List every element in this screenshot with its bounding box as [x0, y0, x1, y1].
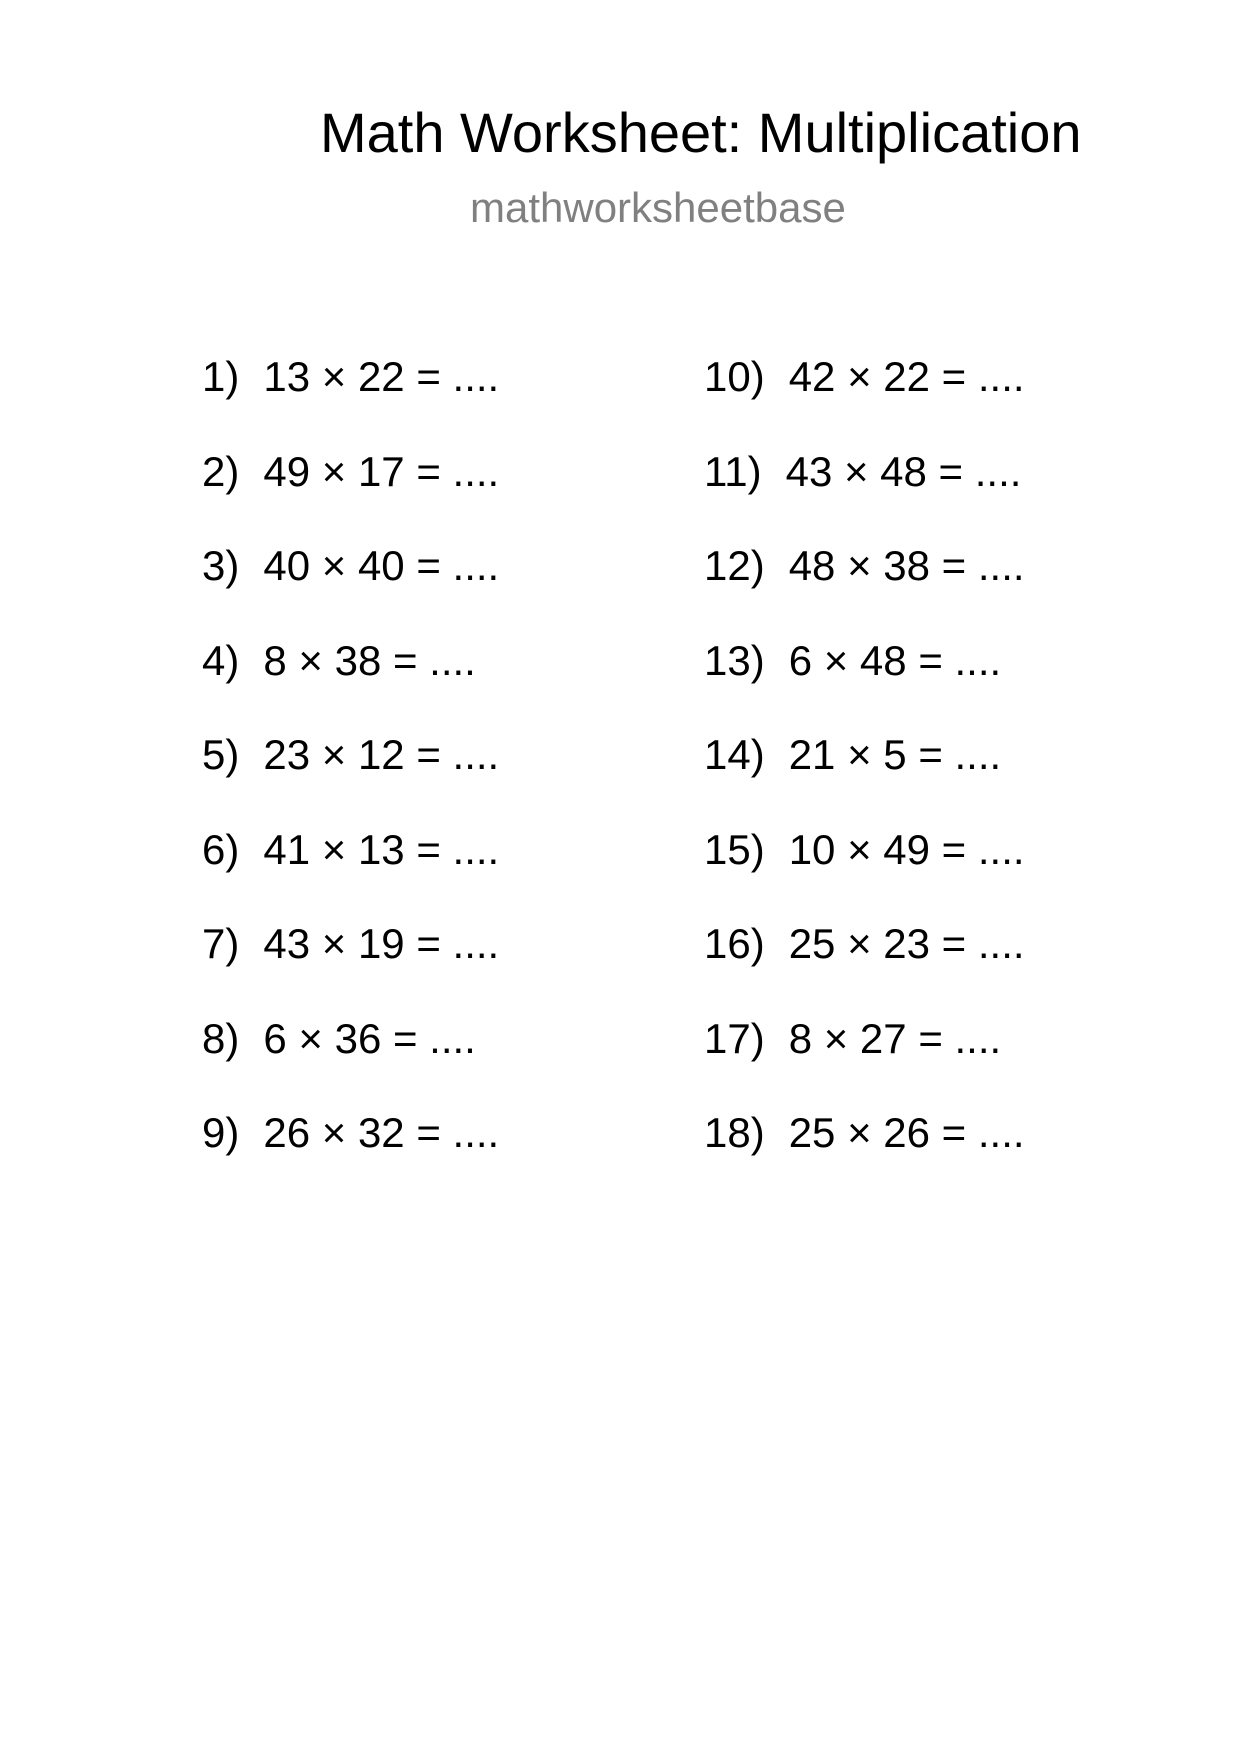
- problem-number: 6): [202, 825, 240, 873]
- problem-item: [704, 917, 1025, 1012]
- problem-number: 11): [704, 447, 762, 495]
- problem-expression: 21 × 5 = ....: [788, 731, 1002, 778]
- problem-item: [202, 823, 499, 918]
- problem-item: [704, 350, 1025, 445]
- problem-number: 7): [202, 920, 240, 967]
- problem-number: 4): [202, 636, 240, 684]
- problem-expression: 41 × 13 = ....: [263, 825, 500, 873]
- problem-number: 8): [202, 1014, 240, 1062]
- problem-expression: 48 × 38 = ....: [788, 542, 1025, 589]
- problem-expression: 49 × 17 = ....: [263, 447, 500, 495]
- problem-number: 13): [704, 636, 765, 684]
- problem-expression: 6 × 36 = ....: [263, 1014, 476, 1062]
- problem-number: 2): [202, 447, 240, 495]
- problem-number: 14): [704, 731, 765, 778]
- problem-item: [704, 1012, 1025, 1107]
- problem-column-left: [202, 350, 499, 1201]
- problem-item: [704, 445, 1025, 540]
- problem-expression: 26 × 32 = ....: [263, 1109, 500, 1156]
- problem-item: [704, 823, 1025, 918]
- problem-item: [202, 1012, 499, 1107]
- problem-expression: 23 × 12 = ....: [263, 731, 500, 778]
- problem-number: 3): [202, 542, 240, 589]
- problem-item: [202, 350, 499, 445]
- problem-number: 12): [704, 542, 765, 589]
- problem-item: [202, 728, 499, 823]
- problem-expression: 40 × 40 = ....: [263, 542, 500, 589]
- problem-item: [704, 634, 1025, 729]
- problem-item: [202, 634, 499, 729]
- problem-expression: 25 × 26 = ....: [788, 1109, 1025, 1156]
- problem-expression: 42 × 22 = ....: [788, 353, 1025, 400]
- problem-expression: 6 × 48 = ....: [788, 636, 1002, 684]
- problem-item: [704, 728, 1025, 823]
- problem-number: 16): [704, 920, 765, 967]
- worksheet-source: mathworksheetbase: [470, 184, 846, 231]
- problem-expression: 43 × 48 = ....: [785, 447, 1022, 495]
- problem-item: [704, 539, 1025, 634]
- worksheet-title: Math Worksheet: Multiplication: [320, 101, 1082, 164]
- problem-expression: 10 × 49 = ....: [788, 825, 1025, 873]
- problem-number: 9): [202, 1109, 240, 1156]
- problem-column-right: [704, 350, 1025, 1201]
- problem-number: 15): [704, 825, 765, 873]
- problem-expression: 25 × 23 = ....: [788, 920, 1025, 967]
- problem-item: [202, 539, 499, 634]
- problem-expression: 43 × 19 = ....: [263, 920, 500, 967]
- problem-number: 10): [704, 353, 765, 400]
- problem-number: 5): [202, 731, 240, 778]
- problem-item: [202, 917, 499, 1012]
- problem-expression: 8 × 38 = ....: [263, 636, 476, 684]
- problem-item: [202, 445, 499, 540]
- problem-number: 18): [704, 1109, 765, 1156]
- problem-number: 1): [202, 353, 240, 400]
- problem-item: [704, 1106, 1025, 1201]
- problem-item: [202, 1106, 499, 1201]
- problem-expression: 8 × 27 = ....: [788, 1014, 1002, 1062]
- problem-expression: 13 × 22 = ....: [263, 353, 500, 400]
- problem-number: 17): [704, 1014, 765, 1062]
